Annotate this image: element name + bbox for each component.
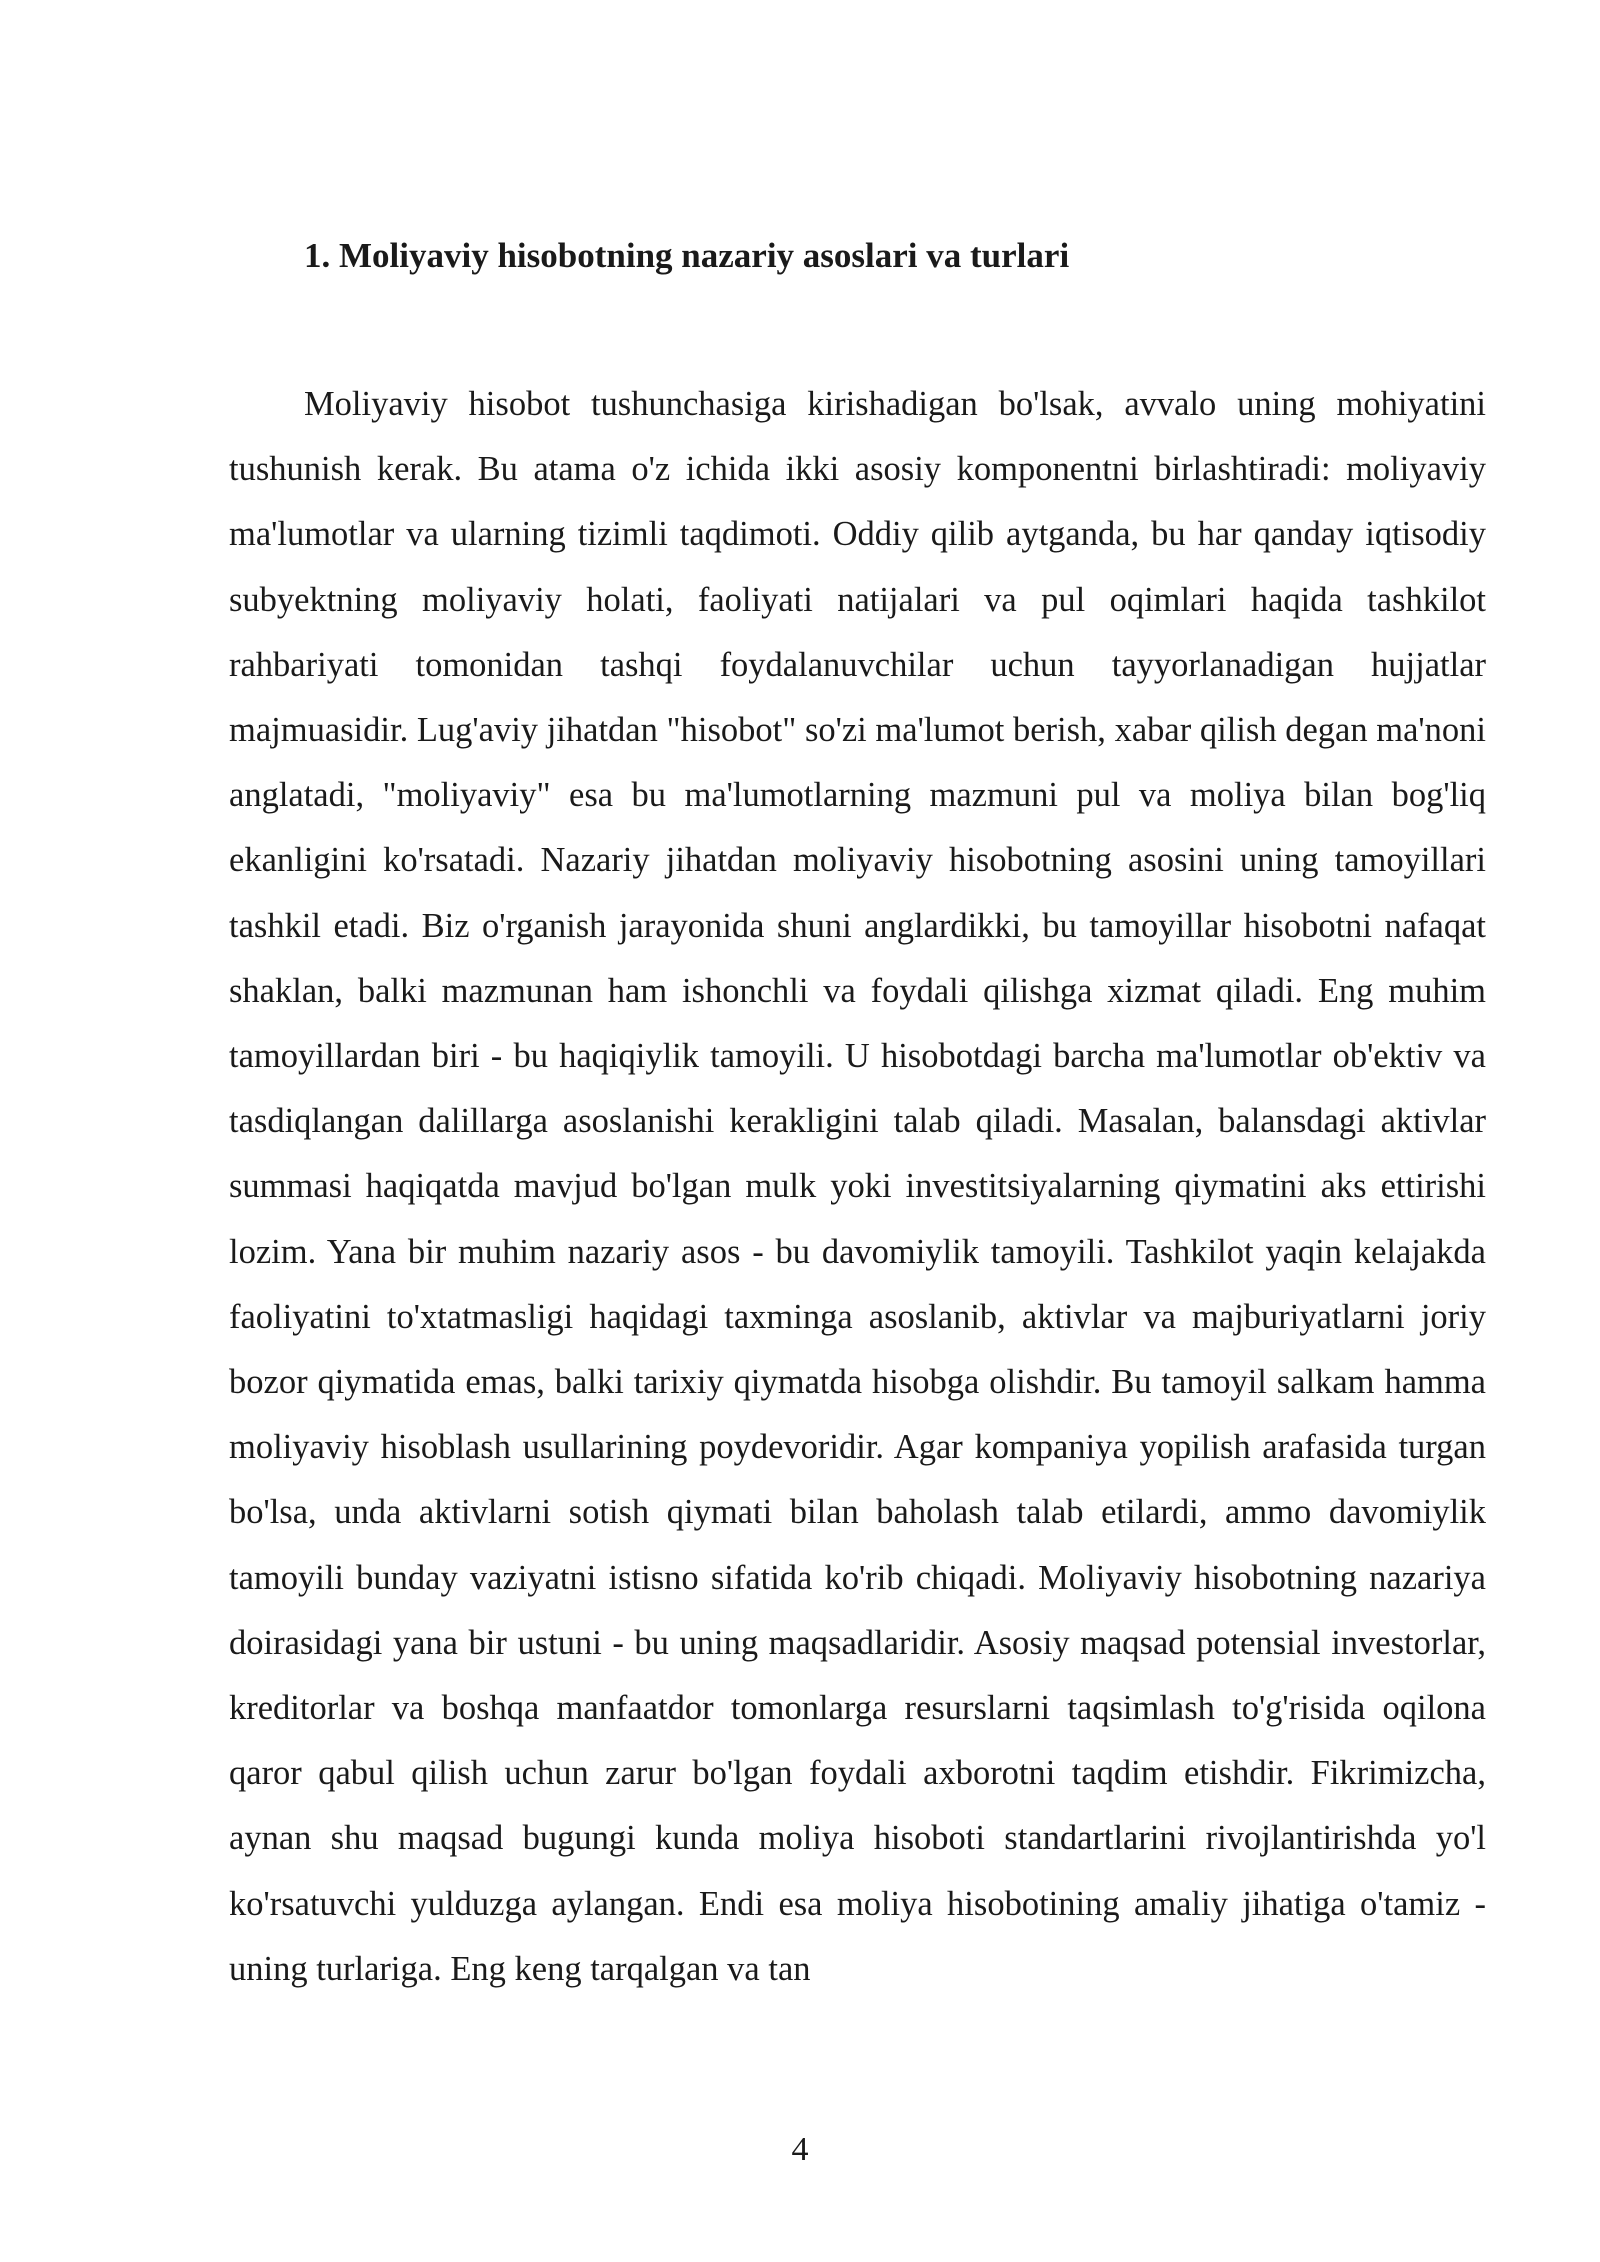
page-number: 4 (791, 2131, 809, 2168)
body-paragraph: Moliyaviy hisobot tushunchasiga kirishadigan bo'lsak, avvalo uning mohiyatini tushunish kerak. Bu atama o'z ichida ikki asosiy komponentni birlashtiradi: moliyaviy ma'lumotlar va ularning tizimli taqdimoti. Oddiy qilib aytganda, bu har qanday iqtisodiy subyektning moliyaviy holati, faoliyati natijalari va pul oqimlari haqida tashkilot rahbariyati tomonidan tashqi foydalanuvchilar uchun tayyorlanadigan hujjatlar majmuasidir. Lug'aviy jihatdan "hisobot" so'zi ma'lumot berish, xabar qilish degan ma'noni anglatadi, "moliyaviy" esa bu ma'lumotlarning mazmuni pul va moliya bilan bog'liq ekanligini ko'rsatadi. Nazariy jihatdan moliyaviy hisobotning asosini uning tamoyillari tashkil etadi. Biz o'rganish jarayonida shuni anglardikki, bu tamoyillar hisobotni nafaqat shaklan, balki mazmunan ham ishonchli va foydali qilishga xizmat qiladi. Eng muhim tamoyillardan biri - bu haqiqiylik tamoyili. U hisobotdagi barcha ma'lumotlar ob'ektiv va tasdiqlangan dalillarga asoslanishi kerakligini talab qiladi. Masalan, balansdagi aktivlar summasi haqiqatda mavjud bo'lgan mulk yoki investitsiyalarning qiymatini aks ettirishi lozim. Yana bir muhim nazariy asos - bu davomiylik tamoyili. Tashkilot yaqin kelajakda faoliyatini to'xtatmasligi haqidagi taxminga asoslanib, aktivlar va majburiyatlarni joriy bozor qiymatida emas, balki tarixiy qiymatda hisobga olishdir. Bu tamoyil salkam hamma moliyaviy hisoblash usullarining poydevoridir. Agar kompaniya yopilish arafasida turgan bo'lsa, unda aktivlarni sotish qiymati bilan baholash talab etilardi, ammo davomiylik tamoyili bunday vaziyatni istisno sifatida ko'rib chiqadi. Moliyaviy hisobotning nazariya doirasidagi yana bir ustuni - bu uning maqsadlaridir. Asosiy maqsad potensial investorlar, kreditorlar va boshqa manfaatdor tomonlarga resurslarni taqsimlash to'g'risida oqilona qaror qabul qilish uchun zarur bo'lgan foydali axborotni taqdim etishdir. Fikrimizcha, aynan shu maqsad bugungi kunda moliya hisoboti standartlarini rivojlantirishda yo'l ko'rsatuvchi yulduzga aylangan. Endi esa moliya hisobotining amaliy jihatiga o'tamiz - uning turlariga. Eng keng tarqalgan va tan (229, 385, 1486, 1988)
section-heading: 1. Moliyaviy hisobotning nazariy asoslari va turlari (304, 236, 1070, 275)
